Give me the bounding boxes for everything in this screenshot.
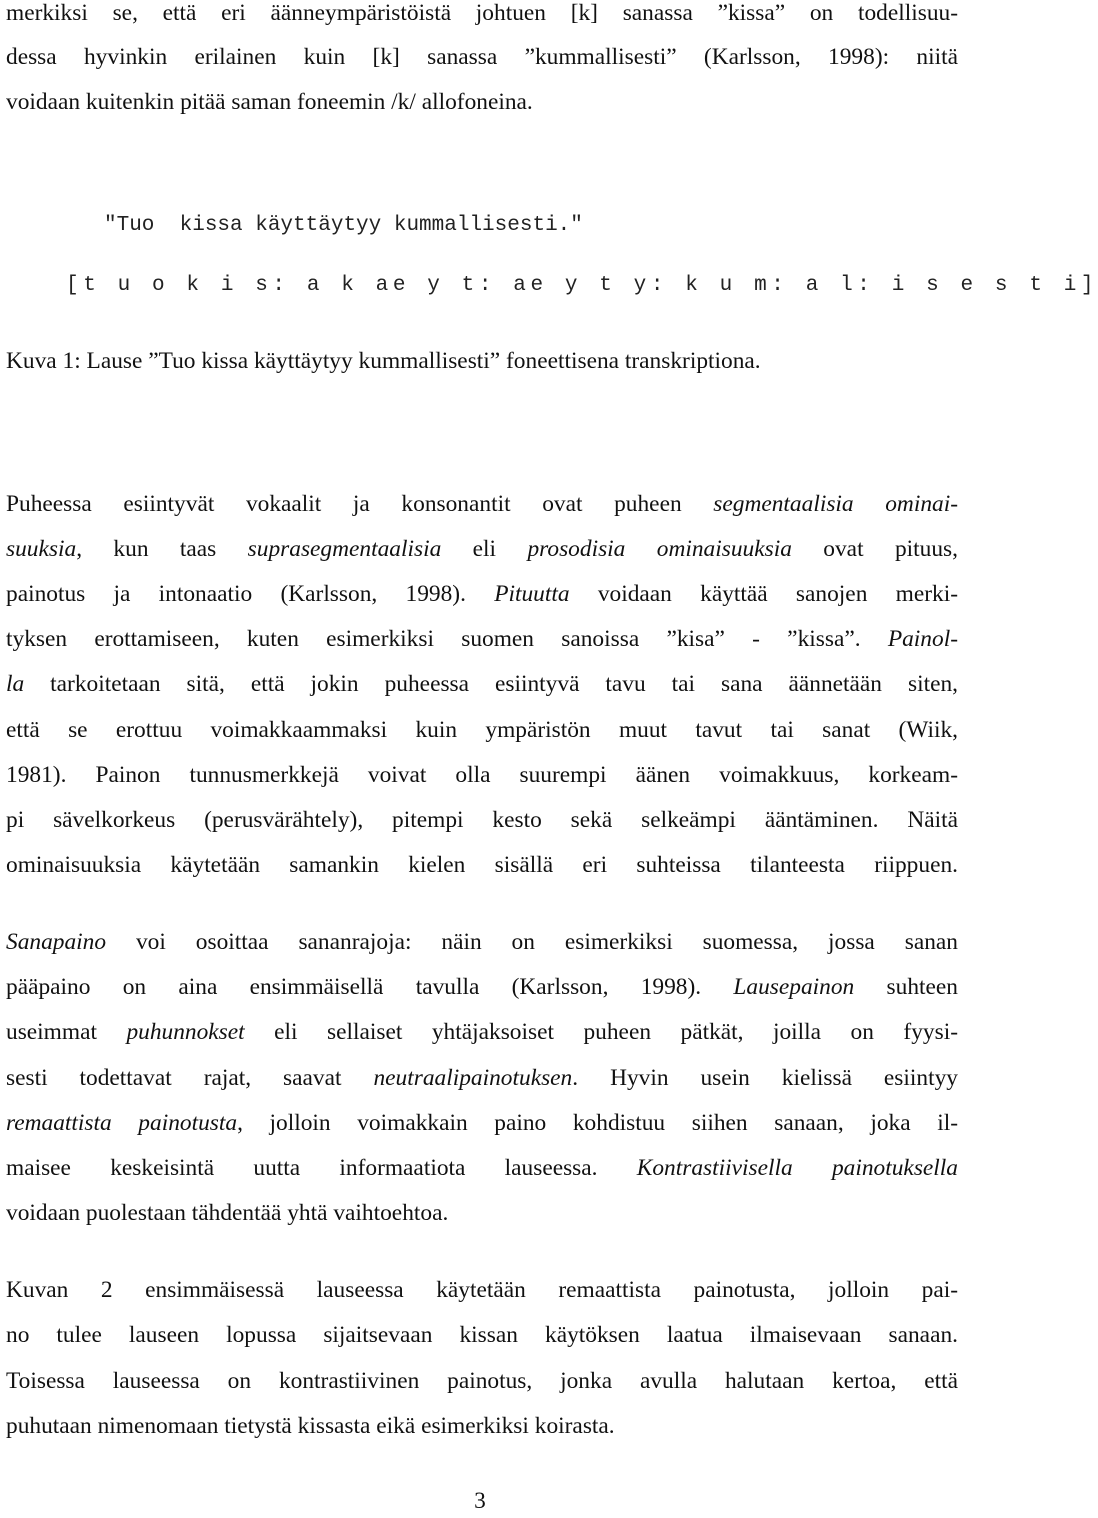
text-line: 1981). Painon tunnusmerkkejä voivat olla suurempi äänen voimakkuus, korkeam- bbox=[6, 762, 958, 788]
text-line: Sanapaino voi osoittaa sananrajoja: näin on esimerkiksi suomessa, jossa sanan bbox=[6, 929, 958, 955]
text-line: pi sävelkorkeus (perusvärähtely), pitempi kesto sekä selkeämpi ääntäminen. Näitä bbox=[6, 807, 958, 833]
text-line: merkiksi se, että eri äänneympäristöistä johtuen [k] sanassa ”kissa” on todellisuu- bbox=[6, 0, 958, 26]
text-line: tyksen erottamiseen, kuten esimerkiksi suomen sanoissa ”kisa” - ”kissa”. Painol- bbox=[6, 626, 958, 652]
text-line: voidaan kuitenkin pitää saman foneemin /k/ allofoneina. bbox=[6, 89, 533, 115]
text-line: Kuvan 2 ensimmäisessä lauseessa käytetään remaattista painotusta, jolloin pai- bbox=[6, 1277, 958, 1303]
figure-transcription: [t u o k i s: a k ae y t: ae y t y: k u m: a l: i s e s t i] bbox=[66, 274, 1098, 297]
figure-caption: Kuva 1: Lause ”Tuo kissa käyttäytyy kummallisesti” foneettisena transkriptiona. bbox=[6, 348, 761, 374]
text-line: suuksia, kun taas suprasegmentaalisia eli prosodisia ominaisuuksia ovat pituus, bbox=[6, 536, 958, 562]
text-line: no tulee lauseen lopussa sijaitsevaan kissan käytöksen laatua ilmaisevaan sanaan. bbox=[6, 1322, 958, 1348]
page-number: 3 bbox=[474, 1488, 486, 1514]
text-line: Puheessa esiintyvät vokaalit ja konsonantit ovat puheen segmentaalisia ominai- bbox=[6, 491, 959, 517]
text-line: voidaan puolestaan tähdentää yhtä vaihtoehtoa. bbox=[6, 1200, 449, 1226]
text-line: maisee keskeisintä uutta informaatiota lauseessa. Kontrastiivisella painotuksella bbox=[6, 1155, 958, 1181]
text-line: sesti todettavat rajat, saavat neutraalipainotuksen. Hyvin usein kielissä esiintyy bbox=[6, 1065, 958, 1091]
text-line: useimmat puhunnokset eli sellaiset yhtäjaksoiset puheen pätkät, joilla on fyysi- bbox=[6, 1019, 958, 1045]
text-line: pääpaino on aina ensimmäisellä tavulla (Karlsson, 1998). Lausepainon suhteen bbox=[6, 974, 958, 1000]
text-line: painotus ja intonaatio (Karlsson, 1998). Pituutta voidaan käyttää sanojen merki- bbox=[6, 581, 958, 607]
text-line: että se erottuu voimakkaammaksi kuin ympäristön muut tavut tai sanat (Wiik, bbox=[6, 717, 958, 743]
text-line: dessa hyvinkin erilainen kuin [k] sanassa ”kummallisesti” (Karlsson, 1998): niitä bbox=[6, 44, 958, 70]
text-line: ominaisuuksia käytetään samankin kielen sisällä eri suhteissa tilanteesta riippuen. bbox=[6, 852, 958, 878]
text-line: Toisessa lauseessa on kontrastiivinen painotus, jonka avulla halutaan kertoa, että bbox=[6, 1368, 958, 1394]
figure-sentence: "Tuo kissa käyttäytyy kummallisesti." bbox=[104, 214, 583, 237]
text-line: la tarkoitetaan sitä, että jokin puheessa esiintyvä tavu tai sana äännetään siten, bbox=[6, 671, 958, 697]
text-line: remaattista painotusta, jolloin voimakkain paino kohdistuu siihen sanaan, joka il- bbox=[6, 1110, 958, 1136]
text-line: puhutaan nimenomaan tietystä kissasta eikä esimerkiksi koirasta. bbox=[6, 1413, 615, 1439]
